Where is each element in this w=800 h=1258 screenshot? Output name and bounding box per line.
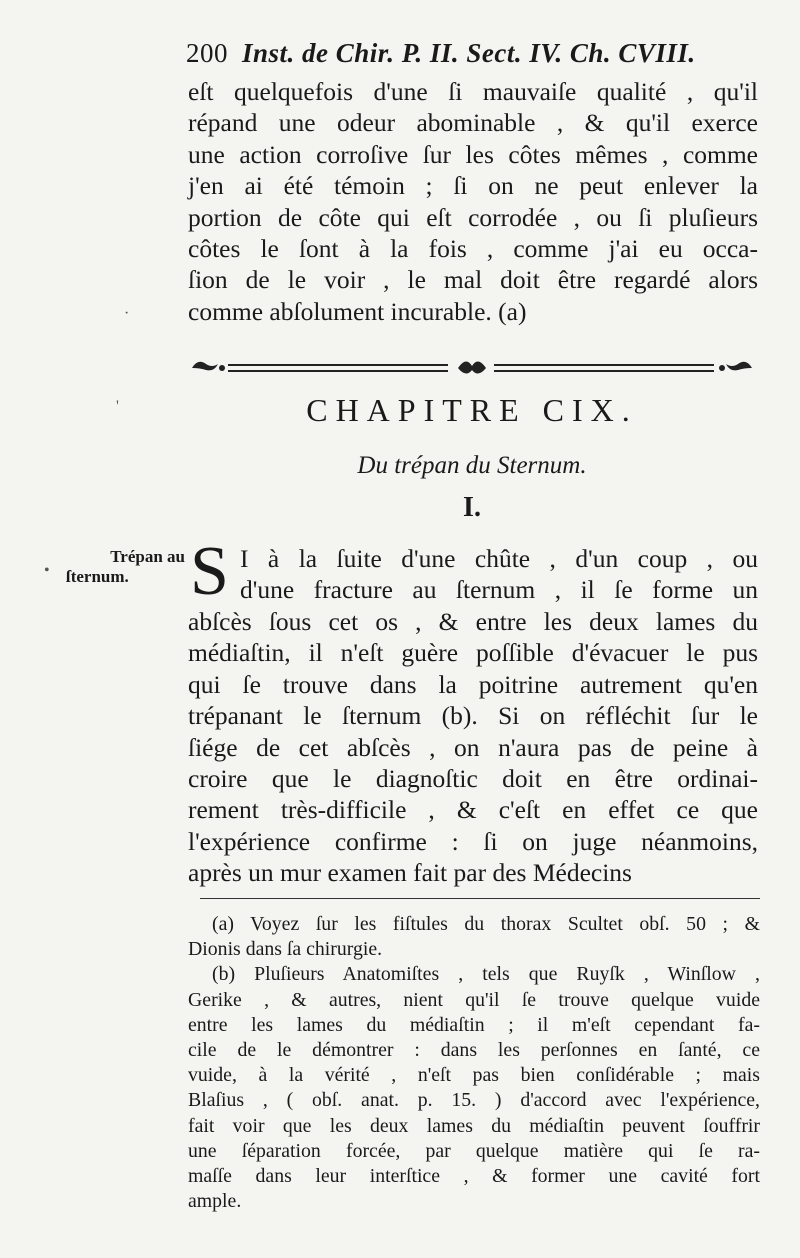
text-line: abſcès ſous cet os , & entre les deux lames du (188, 607, 758, 636)
text-line: j'en ai été témoin ; ſi on ne peut enlever la (188, 171, 758, 201)
margin-speck: ' (116, 398, 119, 415)
footnote-line: Dionis dans ſa chirurgie. (188, 938, 383, 961)
text-line: eſt quelquefois d'une ſi mauvaiſe qualité , qu'il (188, 77, 758, 106)
footnote-line: ample. (188, 1190, 242, 1213)
text-line: trépanant le ſternum (b). Si on réfléchit ſur le (188, 701, 758, 731)
text-line: qui ſe trouve dans la poitrine autrement qu'en (188, 669, 758, 699)
running-title: Inst. de Chir. P. II. Sect. IV. Ch. CVIII. (242, 38, 696, 68)
body-paragraph-opening (240, 543, 758, 606)
text-line: une action corroſive ſur les côtes mêmes , comme (188, 139, 758, 169)
text-line: portion de côte qui eſt corrodée , ou ſi pluſieurs (188, 202, 758, 232)
page-number: 200 (186, 38, 228, 68)
footnote-line: cile de le démontrer : dans les perſonnes en ſanté, ce (188, 1039, 760, 1062)
text-line: croire que le diagnoſtic doit en être ordinai- (188, 764, 758, 794)
footnote-separator (200, 898, 760, 899)
footnote-line: entre les lames du médiaſtin ; il m'eſt cependant fa- (188, 1013, 760, 1036)
margin-speck: • (44, 562, 50, 579)
chapter-title: CHAPITRE CIX. (306, 392, 638, 428)
footnote-line: (a) Voyez ſur les fiſtules du thorax Scultet obſ. 50 ; & (212, 913, 760, 935)
drop-cap: S (190, 533, 229, 610)
marginal-note (60, 547, 185, 587)
running-head (186, 38, 746, 69)
footnote-line: une ſéparation forcée, par quelque matière qui ſe ra- (188, 1139, 760, 1162)
text-line: ſion de le voir , le mal doit être regardé alors (188, 265, 758, 295)
text-line: rement très-difficile , & c'eſt en effet ce que (188, 795, 758, 825)
section-number: I. (463, 492, 481, 523)
text-line: côtes le ſont à la fois , comme j'ai eu occa- (188, 234, 758, 264)
footnote-line: fait voir que les deux lames du médiaſtin peuvent ſouffrir (188, 1114, 760, 1137)
footnote-line: Gerike , & autres, nient qu'il ſe trouve quelque vuide (188, 988, 760, 1011)
text-line: comme abſolument incurable. (a) (188, 296, 527, 326)
footnote-line: Blaſius , ( obſ. anat. p. 15. ) d'accord avec l'expérience, (188, 1089, 760, 1112)
footnote-line: (b) Pluſieurs Anatomiſtes , tels que Ruyſk , Winſlow , (212, 963, 760, 986)
marginal-note-line: ſternum. (66, 567, 129, 586)
ornamental-rule (188, 355, 756, 381)
text-line: ſiége de cet abſcès , on n'aura pas de peine à (188, 732, 758, 762)
continuation-paragraph (188, 76, 758, 327)
footnotes (188, 912, 760, 1214)
chapter-subtitle: Du trépan du Sternum. (357, 452, 587, 479)
footnote-line: vuide, à la vérité , n'eſt pas bien conſidérable ; mais (188, 1064, 760, 1087)
text-line: médiaſtin, il n'eſt guère poſſible d'évacuer le pus (188, 638, 758, 668)
text-line: après un mur examen fait par des Médecins (188, 858, 632, 888)
margin-speck: · (124, 305, 130, 322)
body-paragraph (188, 606, 758, 889)
text-line: I à la ſuite d'une chûte , d'un coup , ou (240, 544, 758, 573)
marginal-note-line: Trépan au (110, 547, 185, 566)
text-line: d'une fracture au ſternum , il ſe forme un (240, 575, 758, 605)
text-line: répand une odeur abominable , & qu'il exerce (188, 108, 758, 138)
text-line: l'expérience confirme : ſi on juge néanmoins, (188, 826, 758, 856)
footnote-line: maſſe dans leur interſtice , & former une cavité fort (188, 1165, 760, 1188)
